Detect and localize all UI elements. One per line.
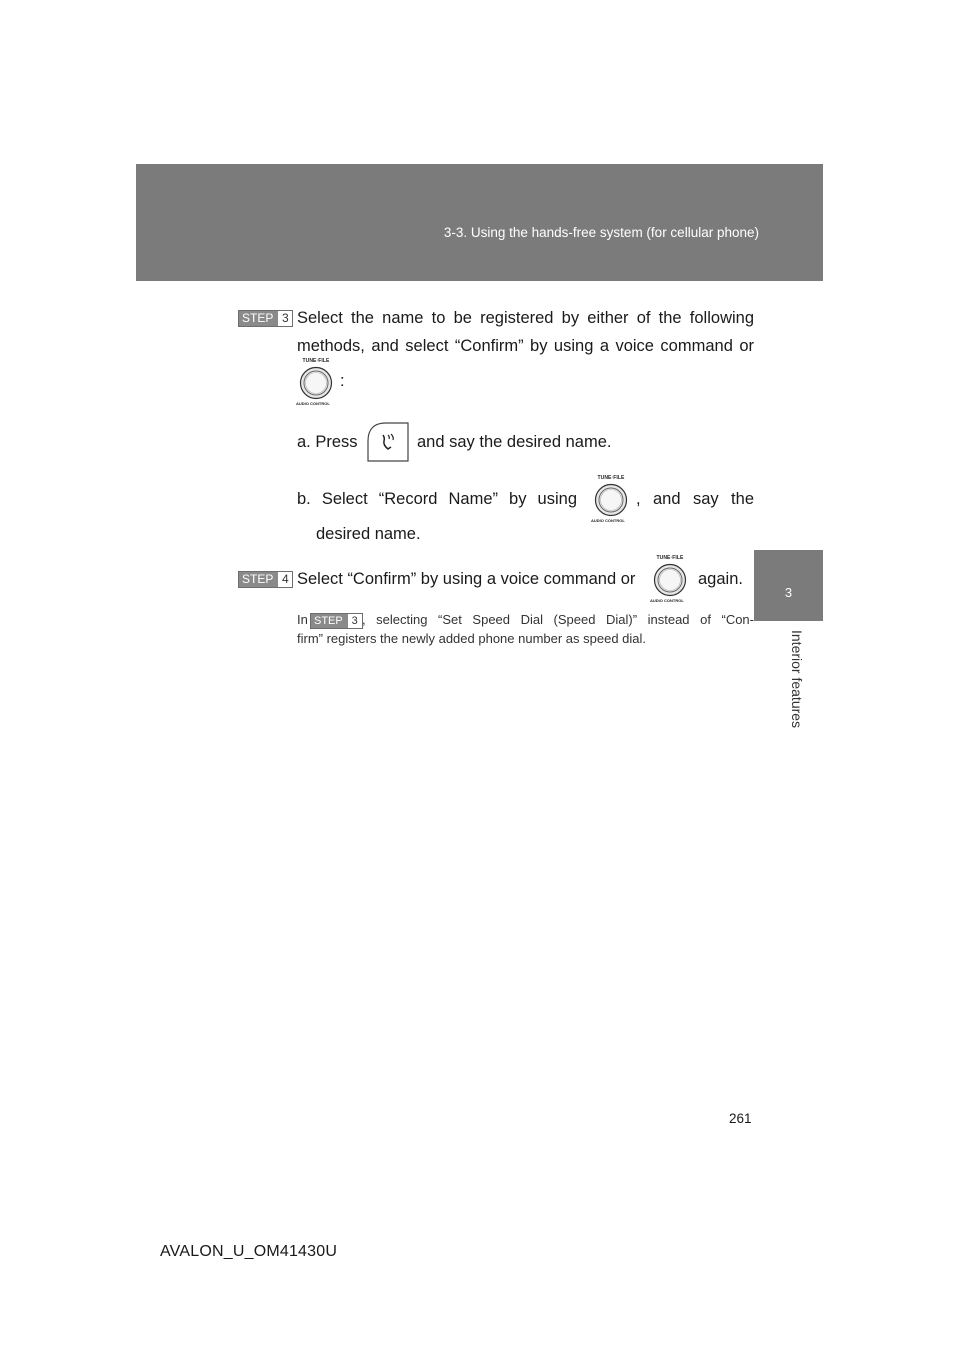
tune-file-knob-icon <box>296 358 336 408</box>
talk-switch-icon <box>366 421 410 463</box>
step-3-line-1: Select the name to be registered by either of the following <box>297 309 754 327</box>
step-label: STEP <box>239 311 278 326</box>
knob-top-label: TUNE·FILE <box>302 358 330 364</box>
knob-bottom-label: AUDIO CONTROL <box>650 598 684 603</box>
option-b-line-2: desired name. <box>316 525 421 543</box>
note-line-2: firm” registers the newly added phone number as speed dial. <box>297 631 647 646</box>
step-3-line-2: methods, and select “Confirm” by using a voice command or <box>297 337 754 355</box>
step-label: STEP <box>239 572 278 587</box>
knob-dial-icon <box>299 366 333 400</box>
knob-dial-icon <box>594 483 628 517</box>
knob-bottom-label: AUDIO CONTROL <box>591 518 625 523</box>
step-4-badge <box>238 571 293 588</box>
note-step-ref-badge <box>310 613 363 629</box>
step-label: STEP <box>311 614 348 628</box>
step-number: 4 <box>278 572 292 587</box>
option-b-suffix: , and say the <box>636 490 754 508</box>
step-3-badge <box>238 310 293 327</box>
option-a-suffix: and say the desired name. <box>417 433 612 451</box>
note-line-1: , selecting “Set Speed Dial (Speed Dial)” instead of “Con- <box>362 612 754 627</box>
note-prefix: In <box>297 612 308 627</box>
knob-top-label: TUNE·FILE <box>656 555 684 561</box>
option-a-prefix: a. Press <box>297 433 358 451</box>
step-number: 3 <box>348 614 362 628</box>
option-b-prefix: b. Select “Record Name” by using <box>297 490 577 508</box>
step-4-text: Select “Confirm” by using a voice command or <box>297 570 636 588</box>
chapter-tab <box>754 550 823 621</box>
knob-top-label: TUNE·FILE <box>597 475 625 481</box>
chapter-number: 3 <box>784 585 793 600</box>
tune-file-knob-icon <box>650 555 690 605</box>
knob-dial-icon <box>653 563 687 597</box>
tune-file-knob-icon <box>591 475 631 525</box>
knob-bottom-label: AUDIO CONTROL <box>296 401 330 406</box>
step-number: 3 <box>278 311 292 326</box>
step-4-suffix: again. <box>698 570 743 588</box>
chapter-title: Interior features <box>789 630 805 729</box>
document-code: AVALON_U_OM41430U <box>160 1243 338 1260</box>
section-title: 3-3. Using the hands-free system (for cellular phone) <box>443 225 759 240</box>
step-3-colon: : <box>340 372 345 390</box>
header-band <box>136 164 823 281</box>
page-number: 261 <box>729 1111 752 1126</box>
